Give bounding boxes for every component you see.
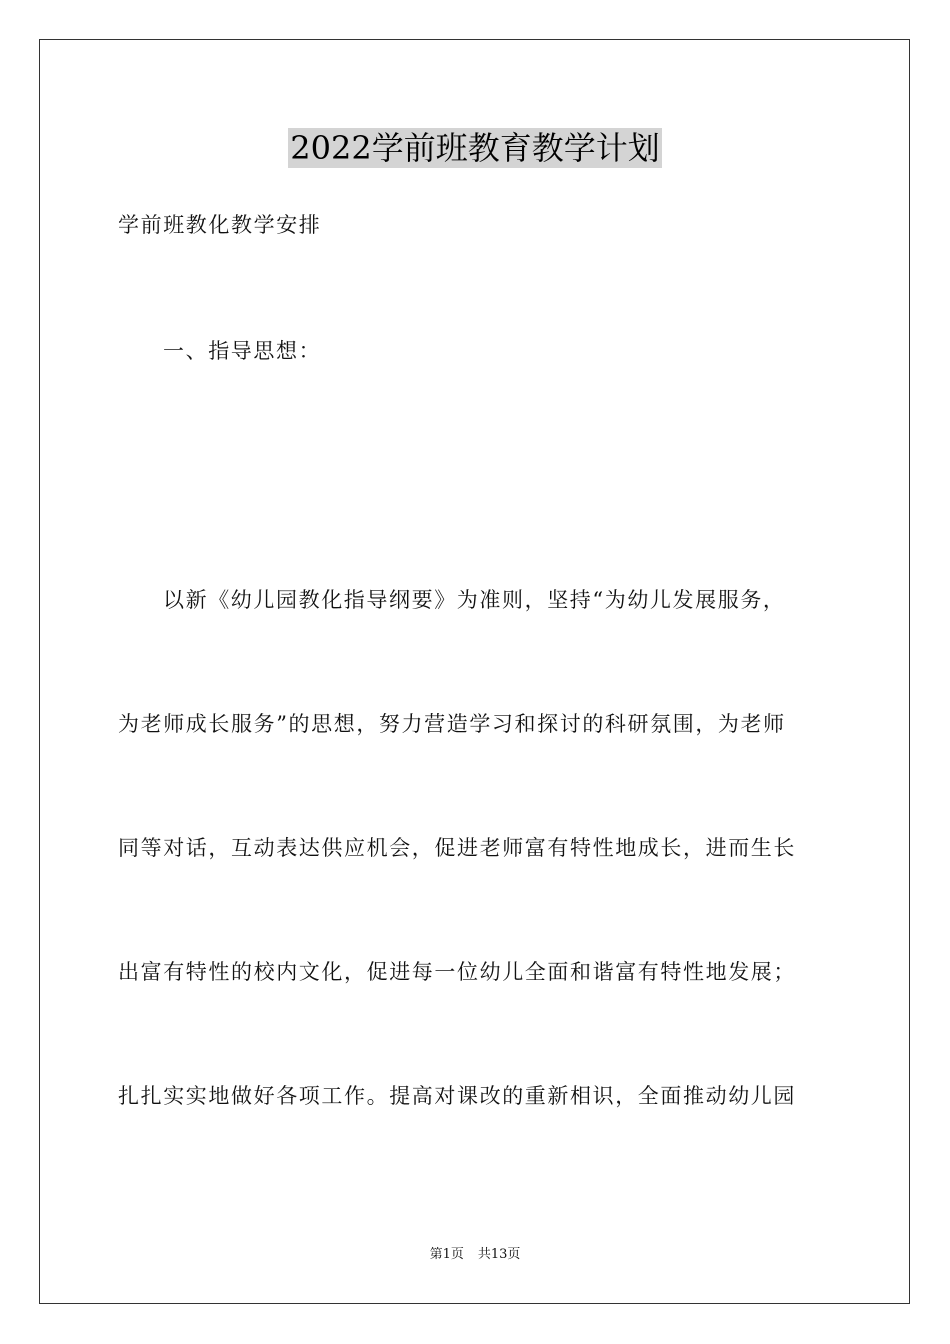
document-title: 2022学前班教育教学计划 — [290, 129, 660, 167]
page-number-total: 共13页 — [477, 1247, 521, 1262]
body-line-4: 出富有特性的校内文化，促进每一位幼儿全面和谐富有特性地发展； — [118, 960, 796, 984]
body-line-3: 同等对话，互动表达供应机会，促进老师富有特性地成长，进而生长 — [118, 836, 796, 860]
body-line-2: 为老师成长服务”的思想，努力营造学习和探讨的科研氛围，为老师 — [118, 712, 786, 736]
body-line-5: 扎扎实实地做好各项工作。提高对课改的重新相识，全面推动幼儿园 — [118, 1084, 796, 1108]
title-container — [0, 128, 950, 168]
page-footer — [0, 1246, 950, 1264]
body-line-1: 以新《幼儿园教化指导纲要》为准则，坚持“为幼儿发展服务， — [163, 588, 786, 612]
page-number-current: 第1页 — [429, 1247, 464, 1262]
document-subtitle: 学前班教化教学安排 — [118, 213, 322, 237]
section-heading: 一、指导思想： — [163, 339, 322, 363]
